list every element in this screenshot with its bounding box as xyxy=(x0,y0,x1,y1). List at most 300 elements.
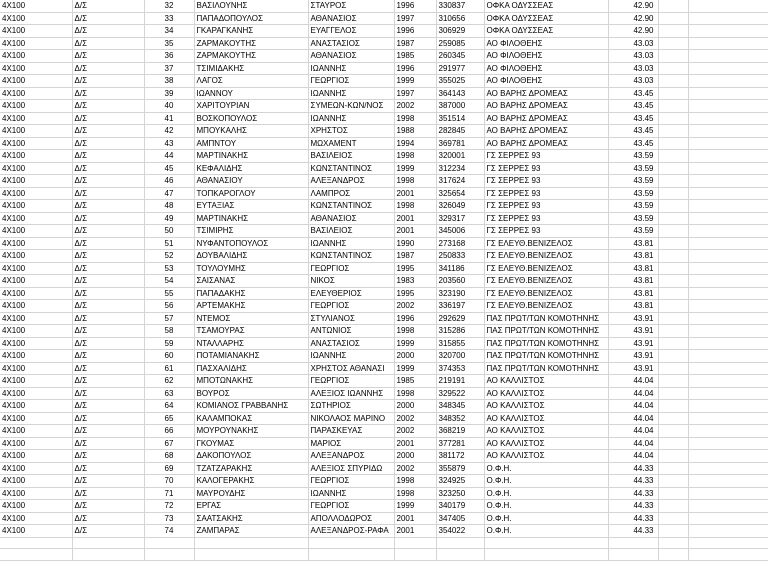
table-row[interactable] xyxy=(0,162,768,175)
cell-event[interactable]: 4X100 xyxy=(0,50,72,63)
table-row[interactable] xyxy=(0,337,768,350)
cell-birth-year[interactable]: 1988 xyxy=(394,125,436,138)
empty-cell[interactable] xyxy=(688,362,768,375)
cell-time[interactable]: 44.04 xyxy=(608,450,658,463)
cell-time[interactable]: 43.45 xyxy=(608,125,658,138)
table-row[interactable] xyxy=(0,125,768,138)
cell-event[interactable]: 4X100 xyxy=(0,412,72,425)
cell-time[interactable]: 43.81 xyxy=(608,287,658,300)
cell-time[interactable]: 44.04 xyxy=(608,412,658,425)
cell-surname[interactable]: ΜΟΥΡΟΥΝΑΚΗΣ xyxy=(194,425,308,438)
cell-time[interactable]: 43.91 xyxy=(608,325,658,338)
empty-cell[interactable] xyxy=(658,437,688,450)
cell-birth-year[interactable]: 2000 xyxy=(394,350,436,363)
empty-cell[interactable] xyxy=(658,37,688,50)
cell-time[interactable]: 44.33 xyxy=(608,500,658,513)
cell-event[interactable]: 4X100 xyxy=(0,350,72,363)
cell-time[interactable]: 43.59 xyxy=(608,187,658,200)
empty-cell[interactable] xyxy=(658,0,688,12)
cell-event[interactable]: 4X100 xyxy=(0,312,72,325)
cell-event[interactable]: 4X100 xyxy=(0,12,72,25)
cell-event[interactable]: 4X100 xyxy=(0,162,72,175)
table-row[interactable] xyxy=(0,425,768,438)
cell-event[interactable]: 4X100 xyxy=(0,375,72,388)
empty-cell[interactable] xyxy=(688,50,768,63)
cell-category[interactable]: Δ/Σ xyxy=(72,425,144,438)
cell-surname[interactable]: ΤΖΑΤΖΑΡΑΚΗΣ xyxy=(194,462,308,475)
cell-surname[interactable]: ΜΠΟΤΩΝΑΚΗΣ xyxy=(194,375,308,388)
cell-event[interactable]: 4X100 xyxy=(0,225,72,238)
cell-surname[interactable]: ΖΑΡΜΑΚΟΥΤΗΣ xyxy=(194,50,308,63)
empty-cell[interactable] xyxy=(688,462,768,475)
cell-category[interactable]: Δ/Σ xyxy=(72,100,144,113)
empty-cell[interactable] xyxy=(688,300,768,313)
cell-category[interactable]: Δ/Σ xyxy=(72,462,144,475)
cell-club[interactable]: Ο.Φ.Η. xyxy=(484,525,608,538)
table-row[interactable] xyxy=(0,237,768,250)
cell-club[interactable]: ΑΟ ΚΑΛΛΙΣΤΟΣ xyxy=(484,375,608,388)
cell-surname[interactable]: ΒΑΣΙΛΟΥΝΗΣ xyxy=(194,0,308,12)
cell-place[interactable]: 52 xyxy=(144,250,194,263)
cell-club[interactable]: ΓΣ ΕΛΕΥΘ.ΒΕΝΙΖΕΛΟΣ xyxy=(484,300,608,313)
cell-birth-year[interactable]: 1998 xyxy=(394,475,436,488)
cell-club[interactable]: ΑΟ ΒΑΡΗΣ ΔΡΟΜΕΑΣ xyxy=(484,137,608,150)
cell-birth-year[interactable]: 2002 xyxy=(394,100,436,113)
empty-cell[interactable] xyxy=(688,225,768,238)
cell-member-id[interactable]: 292629 xyxy=(436,312,484,325)
table-row[interactable] xyxy=(0,375,768,388)
empty-cell[interactable] xyxy=(658,225,688,238)
cell-time[interactable]: 43.91 xyxy=(608,337,658,350)
cell-first-name[interactable]: ΚΩΝΣΤΑΝΤΙΝΟΣ xyxy=(308,250,394,263)
cell-birth-year[interactable]: 1998 xyxy=(394,175,436,188)
cell-place[interactable]: 65 xyxy=(144,412,194,425)
cell-birth-year[interactable]: 1987 xyxy=(394,250,436,263)
cell-first-name[interactable]: ΧΡΗΣΤΟΣ ΑΘΑΝΑΣΙ xyxy=(308,362,394,375)
cell-event[interactable]: 4X100 xyxy=(0,262,72,275)
cell-first-name[interactable]: ΑΛΕΞΑΝΔΡΟΣ xyxy=(308,450,394,463)
cell-birth-year[interactable]: 2001 xyxy=(394,512,436,525)
cell-birth-year[interactable]: 2001 xyxy=(394,225,436,238)
cell-member-id[interactable]: 282845 xyxy=(436,125,484,138)
empty-cell[interactable] xyxy=(688,375,768,388)
cell-surname[interactable]: ΒΟΥΡΟΣ xyxy=(194,387,308,400)
empty-cell[interactable] xyxy=(658,150,688,163)
empty-cell[interactable] xyxy=(658,512,688,525)
cell-member-id[interactable]: 260345 xyxy=(436,50,484,63)
cell-place[interactable]: 67 xyxy=(144,437,194,450)
cell-time[interactable]: 44.33 xyxy=(608,487,658,500)
cell-category[interactable]: Δ/Σ xyxy=(72,50,144,63)
cell-place[interactable]: 37 xyxy=(144,62,194,75)
cell-event[interactable]: 4X100 xyxy=(0,462,72,475)
cell-category[interactable]: Δ/Σ xyxy=(72,262,144,275)
cell-first-name[interactable]: ΠΑΡΑΣΚΕΥΑΣ xyxy=(308,425,394,438)
empty-cell[interactable] xyxy=(658,387,688,400)
cell-birth-year[interactable]: 1998 xyxy=(394,150,436,163)
cell-first-name[interactable]: ΙΩΑΝΝΗΣ xyxy=(308,112,394,125)
cell-category[interactable]: Δ/Σ xyxy=(72,400,144,413)
cell-category[interactable]: Δ/Σ xyxy=(72,475,144,488)
cell-category[interactable]: Δ/Σ xyxy=(72,450,144,463)
empty-cell[interactable] xyxy=(688,325,768,338)
cell-surname[interactable]: ΔΑΚΟΠΟΥΛΟΣ xyxy=(194,450,308,463)
cell-birth-year[interactable]: 1996 xyxy=(394,0,436,12)
cell-first-name[interactable]: ΓΕΩΡΓΙΟΣ xyxy=(308,500,394,513)
cell-member-id[interactable]: 348345 xyxy=(436,400,484,413)
cell-member-id[interactable]: 315855 xyxy=(436,337,484,350)
cell-surname[interactable]: ΓΚΑΡΑΓΚΑΝΗΣ xyxy=(194,25,308,38)
cell-birth-year[interactable]: 1999 xyxy=(394,75,436,88)
cell-birth-year[interactable]: 1999 xyxy=(394,500,436,513)
cell-surname[interactable]: ΠΑΠΑΔΟΠΟΥΛΟΣ xyxy=(194,12,308,25)
cell-event[interactable]: 4X100 xyxy=(0,287,72,300)
cell-first-name[interactable]: ΑΛΕΞΙΟΣ ΣΠΥΡΙΔΩ xyxy=(308,462,394,475)
cell-birth-year[interactable]: 2001 xyxy=(394,525,436,538)
cell-surname[interactable]: ΖΑΡΜΑΚΟΥΤΗΣ xyxy=(194,37,308,50)
cell-member-id[interactable]: 219191 xyxy=(436,375,484,388)
cell-event[interactable]: 4X100 xyxy=(0,325,72,338)
cell-time[interactable]: 43.03 xyxy=(608,62,658,75)
cell-place[interactable]: 35 xyxy=(144,37,194,50)
cell-event[interactable]: 4X100 xyxy=(0,200,72,213)
cell-birth-year[interactable]: 2002 xyxy=(394,412,436,425)
cell-category[interactable]: Δ/Σ xyxy=(72,387,144,400)
cell-surname[interactable]: ΣΑΙΣΑΝΑΣ xyxy=(194,275,308,288)
cell-first-name[interactable]: ΣΤΥΛΙΑΝΟΣ xyxy=(308,312,394,325)
cell-first-name[interactable]: ΑΛΕΞΙΟΣ ΙΩΑΝΝΗΣ xyxy=(308,387,394,400)
cell-member-id[interactable]: 325654 xyxy=(436,187,484,200)
cell-surname[interactable]: ΜΑΡΤΙΝΑΚΗΣ xyxy=(194,150,308,163)
cell-first-name[interactable]: ΕΥΑΓΓΕΛΟΣ xyxy=(308,25,394,38)
cell-birth-year[interactable]: 1996 xyxy=(394,25,436,38)
empty-cell[interactable] xyxy=(658,375,688,388)
cell-category[interactable]: Δ/Σ xyxy=(72,287,144,300)
cell-place[interactable]: 72 xyxy=(144,500,194,513)
cell-event[interactable]: 4X100 xyxy=(0,100,72,113)
cell-birth-year[interactable]: 1996 xyxy=(394,312,436,325)
cell-birth-year[interactable]: 1997 xyxy=(394,87,436,100)
cell-first-name[interactable]: ΑΝΑΣΤΑΣΙΟΣ xyxy=(308,37,394,50)
empty-cell[interactable] xyxy=(688,350,768,363)
table-row[interactable] xyxy=(0,200,768,213)
table-row[interactable] xyxy=(0,412,768,425)
cell-event[interactable]: 4X100 xyxy=(0,300,72,313)
cell-first-name[interactable]: ΜΩΧΑΜΕΝΤ xyxy=(308,137,394,150)
cell-event[interactable]: 4X100 xyxy=(0,25,72,38)
cell-first-name[interactable]: ΓΕΩΡΓΙΟΣ xyxy=(308,300,394,313)
empty-cell[interactable] xyxy=(658,187,688,200)
cell-member-id[interactable]: 336197 xyxy=(436,300,484,313)
cell-category[interactable]: Δ/Σ xyxy=(72,225,144,238)
cell-first-name[interactable]: ΒΑΣΙΛΕΙΟΣ xyxy=(308,225,394,238)
empty-cell[interactable] xyxy=(658,400,688,413)
table-row[interactable] xyxy=(0,325,768,338)
cell-first-name[interactable]: ΚΩΝΣΤΑΝΤΙΝΟΣ xyxy=(308,200,394,213)
cell-birth-year[interactable]: 1999 xyxy=(394,162,436,175)
cell-club[interactable]: ΓΣ ΕΛΕΥΘ.ΒΕΝΙΖΕΛΟΣ xyxy=(484,250,608,263)
cell-member-id[interactable]: 341186 xyxy=(436,262,484,275)
empty-cell[interactable] xyxy=(436,549,484,561)
empty-cell[interactable] xyxy=(688,387,768,400)
cell-category[interactable]: Δ/Σ xyxy=(72,337,144,350)
empty-cell[interactable] xyxy=(688,62,768,75)
empty-cell[interactable] xyxy=(658,425,688,438)
cell-category[interactable]: Δ/Σ xyxy=(72,112,144,125)
cell-time[interactable]: 43.45 xyxy=(608,100,658,113)
cell-birth-year[interactable]: 1998 xyxy=(394,200,436,213)
cell-club[interactable]: ΓΣ ΕΛΕΥΘ.ΒΕΝΙΖΕΛΟΣ xyxy=(484,287,608,300)
table-row[interactable] xyxy=(0,525,768,538)
cell-event[interactable]: 4X100 xyxy=(0,175,72,188)
cell-category[interactable]: Δ/Σ xyxy=(72,212,144,225)
cell-first-name[interactable]: ΑΝΑΣΤΑΣΙΟΣ xyxy=(308,337,394,350)
cell-surname[interactable]: ΚΟΜΙΑΝΟΣ ΓΡΑΒΒΑΝΗΣ xyxy=(194,400,308,413)
cell-surname[interactable]: ΠΑΣΧΑΛΙΔΗΣ xyxy=(194,362,308,375)
cell-place[interactable]: 71 xyxy=(144,487,194,500)
table-row[interactable] xyxy=(0,187,768,200)
cell-time[interactable]: 42.90 xyxy=(608,12,658,25)
cell-first-name[interactable]: ΝΙΚΟΛΑΟΣ ΜΑΡΙΝΟ xyxy=(308,412,394,425)
cell-club[interactable]: Ο.Φ.Η. xyxy=(484,487,608,500)
cell-birth-year[interactable]: 1990 xyxy=(394,237,436,250)
cell-birth-year[interactable]: 2001 xyxy=(394,187,436,200)
cell-event[interactable]: 4X100 xyxy=(0,500,72,513)
empty-cell[interactable] xyxy=(658,75,688,88)
cell-member-id[interactable]: 324925 xyxy=(436,475,484,488)
cell-place[interactable]: 70 xyxy=(144,475,194,488)
cell-club[interactable]: ΑΟ ΚΑΛΛΙΣΤΟΣ xyxy=(484,450,608,463)
cell-time[interactable]: 43.59 xyxy=(608,175,658,188)
cell-place[interactable]: 38 xyxy=(144,75,194,88)
cell-member-id[interactable]: 329317 xyxy=(436,212,484,225)
empty-cell[interactable] xyxy=(658,200,688,213)
cell-place[interactable]: 61 xyxy=(144,362,194,375)
cell-member-id[interactable]: 259085 xyxy=(436,37,484,50)
cell-event[interactable]: 4X100 xyxy=(0,525,72,538)
cell-category[interactable]: Δ/Σ xyxy=(72,200,144,213)
empty-cell[interactable] xyxy=(194,549,308,561)
empty-cell[interactable] xyxy=(688,412,768,425)
cell-member-id[interactable]: 323250 xyxy=(436,487,484,500)
cell-time[interactable]: 43.81 xyxy=(608,300,658,313)
empty-cell[interactable] xyxy=(688,175,768,188)
cell-event[interactable]: 4X100 xyxy=(0,212,72,225)
cell-time[interactable]: 43.59 xyxy=(608,150,658,163)
cell-birth-year[interactable]: 2002 xyxy=(394,300,436,313)
empty-cell[interactable] xyxy=(394,549,436,561)
cell-time[interactable]: 43.03 xyxy=(608,37,658,50)
empty-cell[interactable] xyxy=(658,462,688,475)
cell-member-id[interactable]: 273168 xyxy=(436,237,484,250)
cell-category[interactable]: Δ/Σ xyxy=(72,312,144,325)
cell-category[interactable]: Δ/Σ xyxy=(72,12,144,25)
cell-event[interactable]: 4X100 xyxy=(0,187,72,200)
table-row[interactable] xyxy=(0,462,768,475)
cell-first-name[interactable]: ΑΘΑΝΑΣΙΟΣ xyxy=(308,50,394,63)
empty-cell[interactable] xyxy=(688,250,768,263)
cell-event[interactable]: 4X100 xyxy=(0,87,72,100)
cell-member-id[interactable]: 320001 xyxy=(436,150,484,163)
table-row[interactable] xyxy=(0,350,768,363)
cell-time[interactable]: 44.04 xyxy=(608,400,658,413)
empty-cell[interactable] xyxy=(658,549,688,561)
cell-event[interactable]: 4X100 xyxy=(0,37,72,50)
cell-category[interactable]: Δ/Σ xyxy=(72,237,144,250)
cell-first-name[interactable]: ΓΕΩΡΓΙΟΣ xyxy=(308,262,394,275)
cell-birth-year[interactable]: 2001 xyxy=(394,212,436,225)
cell-event[interactable]: 4X100 xyxy=(0,475,72,488)
cell-member-id[interactable]: 326049 xyxy=(436,200,484,213)
cell-place[interactable]: 73 xyxy=(144,512,194,525)
cell-surname[interactable]: ΠΑΠΑΔΑΚΗΣ xyxy=(194,287,308,300)
table-row[interactable] xyxy=(0,75,768,88)
empty-cell[interactable] xyxy=(688,425,768,438)
empty-cell[interactable] xyxy=(658,287,688,300)
cell-club[interactable]: ΠΑΣ ΠΡΩΤ/ΤΩΝ ΚΟΜΟΤΗΝΗΣ xyxy=(484,312,608,325)
cell-time[interactable]: 43.81 xyxy=(608,262,658,275)
cell-member-id[interactable]: 320700 xyxy=(436,350,484,363)
cell-surname[interactable]: ΣΑΑΤΣΑΚΗΣ xyxy=(194,512,308,525)
cell-category[interactable]: Δ/Σ xyxy=(72,250,144,263)
cell-time[interactable]: 44.04 xyxy=(608,387,658,400)
cell-event[interactable]: 4X100 xyxy=(0,62,72,75)
cell-first-name[interactable]: ΧΡΗΣΤΟΣ xyxy=(308,125,394,138)
cell-event[interactable]: 4X100 xyxy=(0,400,72,413)
cell-first-name[interactable]: ΓΕΩΡΓΙΟΣ xyxy=(308,375,394,388)
cell-birth-year[interactable]: 1996 xyxy=(394,62,436,75)
empty-cell[interactable] xyxy=(688,125,768,138)
empty-cell[interactable] xyxy=(688,162,768,175)
cell-club[interactable]: ΟΦΚΑ ΟΔΥΣΣΕΑΣ xyxy=(484,0,608,12)
table-row[interactable] xyxy=(0,300,768,313)
table-row[interactable] xyxy=(0,262,768,275)
empty-cell[interactable] xyxy=(308,549,394,561)
cell-category[interactable]: Δ/Σ xyxy=(72,350,144,363)
empty-cell[interactable] xyxy=(688,200,768,213)
cell-surname[interactable]: ΝΤΕΜΟΣ xyxy=(194,312,308,325)
cell-club[interactable]: ΑΟ ΚΑΛΛΙΣΤΟΣ xyxy=(484,400,608,413)
cell-place[interactable]: 39 xyxy=(144,87,194,100)
cell-club[interactable]: ΟΦΚΑ ΟΔΥΣΣΕΑΣ xyxy=(484,12,608,25)
table-row[interactable] xyxy=(0,387,768,400)
cell-surname[interactable]: ΑΜΠΝΤΟΥ xyxy=(194,137,308,150)
cell-birth-year[interactable]: 2000 xyxy=(394,450,436,463)
cell-surname[interactable]: ΑΡΤΕΜΑΚΗΣ xyxy=(194,300,308,313)
table-row[interactable] xyxy=(0,437,768,450)
empty-cell[interactable] xyxy=(658,250,688,263)
cell-member-id[interactable]: 369781 xyxy=(436,137,484,150)
cell-birth-year[interactable]: 1997 xyxy=(394,12,436,25)
table-row[interactable] xyxy=(0,500,768,513)
cell-place[interactable]: 62 xyxy=(144,375,194,388)
cell-first-name[interactable]: ΑΛΕΞΑΝΔΡΟΣ xyxy=(308,175,394,188)
cell-club[interactable]: ΑΟ ΚΑΛΛΙΣΤΟΣ xyxy=(484,412,608,425)
cell-event[interactable]: 4X100 xyxy=(0,362,72,375)
cell-first-name[interactable]: ΜΑΡΙΟΣ xyxy=(308,437,394,450)
cell-place[interactable]: 46 xyxy=(144,175,194,188)
cell-member-id[interactable]: 374353 xyxy=(436,362,484,375)
cell-place[interactable]: 56 xyxy=(144,300,194,313)
cell-time[interactable]: 43.45 xyxy=(608,87,658,100)
cell-event[interactable]: 4X100 xyxy=(0,150,72,163)
cell-club[interactable]: ΑΟ ΒΑΡΗΣ ΔΡΟΜΕΑΣ xyxy=(484,112,608,125)
table-row[interactable] xyxy=(0,475,768,488)
table-row[interactable] xyxy=(0,12,768,25)
empty-cell[interactable] xyxy=(688,512,768,525)
cell-place[interactable]: 41 xyxy=(144,112,194,125)
cell-surname[interactable]: ΤΣΑΜΟΥΡΑΣ xyxy=(194,325,308,338)
cell-club[interactable]: ΓΣ ΕΛΕΥΘ.ΒΕΝΙΖΕΛΟΣ xyxy=(484,275,608,288)
cell-category[interactable]: Δ/Σ xyxy=(72,500,144,513)
table-row[interactable] xyxy=(0,287,768,300)
empty-cell[interactable] xyxy=(688,37,768,50)
cell-event[interactable]: 4X100 xyxy=(0,0,72,12)
cell-category[interactable]: Δ/Σ xyxy=(72,362,144,375)
cell-birth-year[interactable]: 1998 xyxy=(394,387,436,400)
cell-place[interactable]: 53 xyxy=(144,262,194,275)
empty-cell[interactable] xyxy=(688,137,768,150)
cell-surname[interactable]: ΤΣΙΜΙΡΗΣ xyxy=(194,225,308,238)
table-row[interactable] xyxy=(0,362,768,375)
cell-member-id[interactable]: 291977 xyxy=(436,62,484,75)
cell-surname[interactable]: ΖΑΜΠΑΡΑΣ xyxy=(194,525,308,538)
cell-event[interactable]: 4X100 xyxy=(0,487,72,500)
cell-surname[interactable]: ΒΟΣΚΟΠΟΥΛΟΣ xyxy=(194,112,308,125)
cell-time[interactable]: 43.91 xyxy=(608,362,658,375)
empty-cell[interactable] xyxy=(658,12,688,25)
empty-cell[interactable] xyxy=(658,412,688,425)
cell-category[interactable]: Δ/Σ xyxy=(72,37,144,50)
cell-club[interactable]: ΓΣ ΣΕΡΡΕΣ 93 xyxy=(484,162,608,175)
empty-cell[interactable] xyxy=(0,549,72,561)
cell-surname[interactable]: ΠΟΤΑΜΙΑΝΑΚΗΣ xyxy=(194,350,308,363)
cell-member-id[interactable]: 340179 xyxy=(436,500,484,513)
cell-first-name[interactable]: ΕΛΕΥΘΕΡΙΟΣ xyxy=(308,287,394,300)
cell-member-id[interactable]: 250833 xyxy=(436,250,484,263)
table-row[interactable] xyxy=(0,112,768,125)
cell-category[interactable]: Δ/Σ xyxy=(72,87,144,100)
cell-birth-year[interactable]: 1987 xyxy=(394,37,436,50)
empty-cell[interactable] xyxy=(658,112,688,125)
empty-cell[interactable] xyxy=(658,525,688,538)
cell-birth-year[interactable]: 1995 xyxy=(394,262,436,275)
cell-club[interactable]: ΑΟ ΚΑΛΛΙΣΤΟΣ xyxy=(484,387,608,400)
cell-member-id[interactable]: 381172 xyxy=(436,450,484,463)
empty-cell[interactable] xyxy=(688,437,768,450)
cell-club[interactable]: Ο.Φ.Η. xyxy=(484,512,608,525)
empty-cell[interactable] xyxy=(658,500,688,513)
cell-member-id[interactable]: 354022 xyxy=(436,525,484,538)
cell-place[interactable]: 69 xyxy=(144,462,194,475)
cell-place[interactable]: 63 xyxy=(144,387,194,400)
cell-time[interactable]: 44.33 xyxy=(608,512,658,525)
table-row[interactable] xyxy=(0,25,768,38)
cell-member-id[interactable]: 387000 xyxy=(436,100,484,113)
cell-time[interactable]: 43.91 xyxy=(608,312,658,325)
empty-cell[interactable] xyxy=(658,125,688,138)
empty-cell[interactable] xyxy=(658,237,688,250)
cell-category[interactable]: Δ/Σ xyxy=(72,0,144,12)
cell-event[interactable]: 4X100 xyxy=(0,137,72,150)
empty-cell[interactable] xyxy=(688,262,768,275)
empty-cell[interactable] xyxy=(144,549,194,561)
table-row[interactable] xyxy=(0,275,768,288)
empty-cell[interactable] xyxy=(688,87,768,100)
cell-surname[interactable]: ΝΤΑΛΛΑΡΗΣ xyxy=(194,337,308,350)
cell-place[interactable]: 48 xyxy=(144,200,194,213)
cell-place[interactable]: 33 xyxy=(144,12,194,25)
